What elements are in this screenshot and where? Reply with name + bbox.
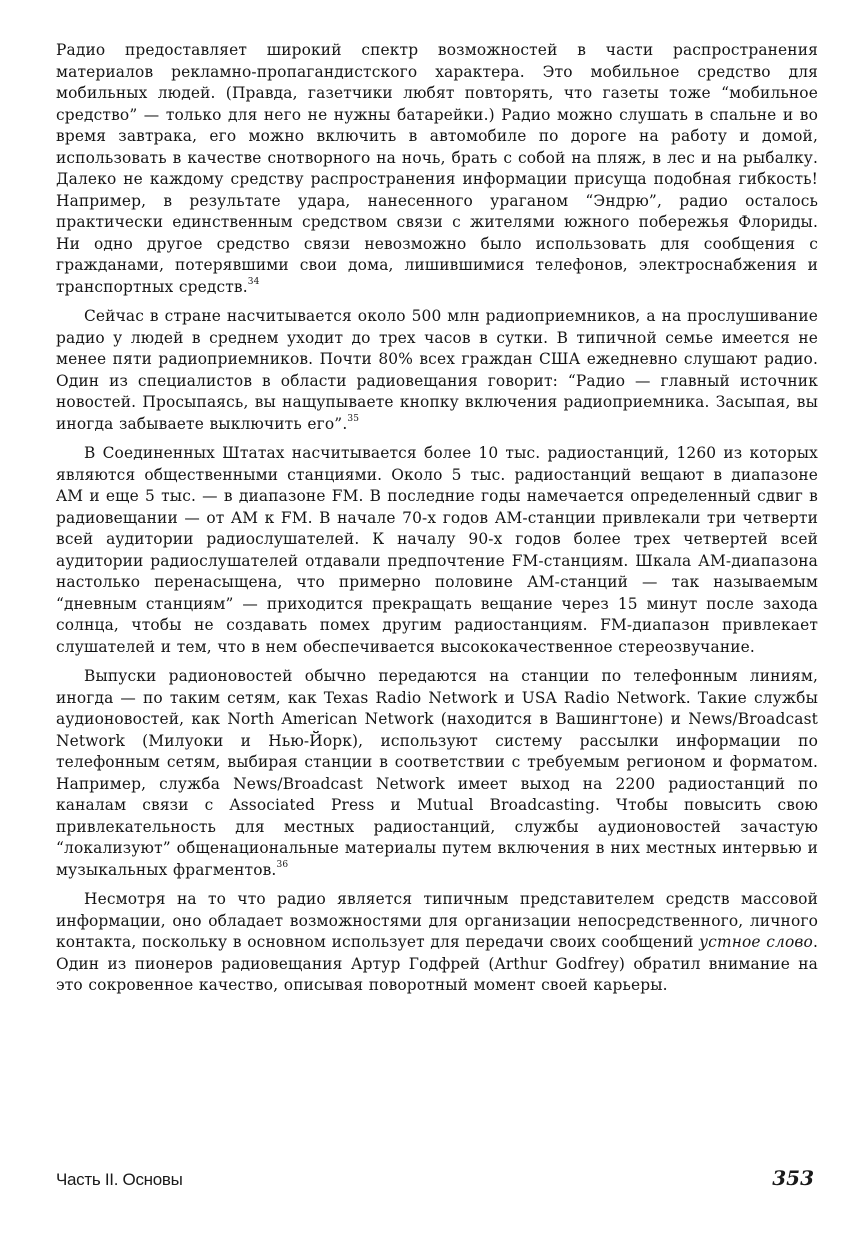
footnote-ref-35: 35: [347, 414, 360, 425]
paragraph-4: [56, 666, 818, 881]
paragraph-4-text: Выпуски радионовостей обычно передаются на станции по телефонным линиям, иногда — по таким сетям, как Texas Radio Network и USA Radio Network. Такие службы аудионовостей, как North American Network (находится в Вашингтоне) и News/Broadcast Network (Милуоки и Нью-Йорк), используют систему рассылки информации по телефонным сетям, выбирая станции в соответствии с требуемым регионом и форматом. Например, служба News/Broadcast Network имеет выход на 2200 радиостанций по каналам связи с Associated Press и Mutual Broadcasting. Чтобы повысить свою привлекательность для местных радиостанций, службы аудионовостей зачастую “локализуют” общенациональные материалы путем включения в них местных интервью и музыкальных фрагментов.: [56, 667, 818, 879]
paragraph-2: [56, 306, 818, 435]
paragraph-3: [56, 443, 818, 658]
paragraph-5-emphasis: устное слово: [699, 933, 813, 951]
page-body: [56, 40, 818, 1005]
paragraph-1: [56, 40, 818, 298]
paragraph-1-text: Радио предоставляет широкий спектр возможностей в части распространения материалов рекламно-пропагандистского характера. Это мобильное средство для мобильных людей. (Правда, газетчики любят повторять, что газеты тоже “мобильное средство” — только для него не нужны батарейки.) Радио можно слушать в спальне и во время завтрака, его можно включить в автомобиле по дороге на работу и домой, использовать в качестве снотворного на ночь, брать с собой на пляж, в лес и на рыбалку. Далеко не каждому средству распространения информации присуща подобная гибкость! Например, в результате удара, нанесенного ураганом “Эндрю”, радио осталось практически единственным средством связи с жителями южного побережья Флориды. Ни одно другое средство связи невозможно было использовать для сообщения с гражданами, потерявшими свои дома, лишившимися телефонов, электроснабжения и транспортных средств.: [56, 41, 818, 296]
footnote-ref-36: 36: [276, 860, 289, 871]
paragraph-2-text: Сейчас в стране насчитывается около 500 млн радиоприемников, а на прослушивание радио у людей в среднем уходит до трех часов в сутки. В типичной семье имеется не менее пяти радиоприемников. Почти 80% всех граждан США ежедневно слушают радио. Один из специалистов в области радиовещания говорит: “Радио — главный источник новостей. Просыпаясь, вы нащупываете кнопку включения радиоприемника. Засыпая, вы иногда забываете выключить его”.: [56, 307, 818, 433]
paragraph-3-text: В Соединенных Штатах насчитывается более 10 тыс. радиостанций, 1260 из которых являются общественными станциями. Около 5 тыс. радиостанций вещают в диапазоне AM и еще 5 тыс. — в диапазоне FM. В последние годы намечается определенный сдвиг в радиовещании — от AM к FM. В начале 70-х годов АМ-станции привлекали три четверти всей аудитории радиослушателей. К началу 90-х годов более трех четвертей всей аудитории радиослушателей отдавали предпочтение FM-станциям. Шкала АМ-диапазона настолько перенасыщена, что примерно половине АМ-станций — так называемым “дневным станциям” — приходится прекращать вещание через 15 минут после захода солнца, чтобы не создавать помех другим радиостанциям. FM-диапазон привлекает слушателей и тем, что в нем обеспечивается высококачественное стереозвучание.: [56, 444, 818, 656]
paragraph-5: [56, 889, 818, 997]
paragraph-5-text-after: . Один из пионеров радиовещания Артур Годфрей (Arthur Godfrey) обратил внимание на это сокровенное качество, описывая поворотный момент своей карьеры.: [56, 933, 818, 994]
footer-section-title: Часть II. Основы: [56, 1170, 183, 1189]
paragraph-5-text-before: Несмотря на то что радио является типичным представителем средств массовой информации, оно обладает возможностями для организации непосредственного, личного контакта, поскольку в основном использует для передачи своих сообщений: [56, 890, 818, 951]
footnote-ref-34: 34: [247, 277, 260, 288]
page-number: 353: [772, 1166, 814, 1190]
